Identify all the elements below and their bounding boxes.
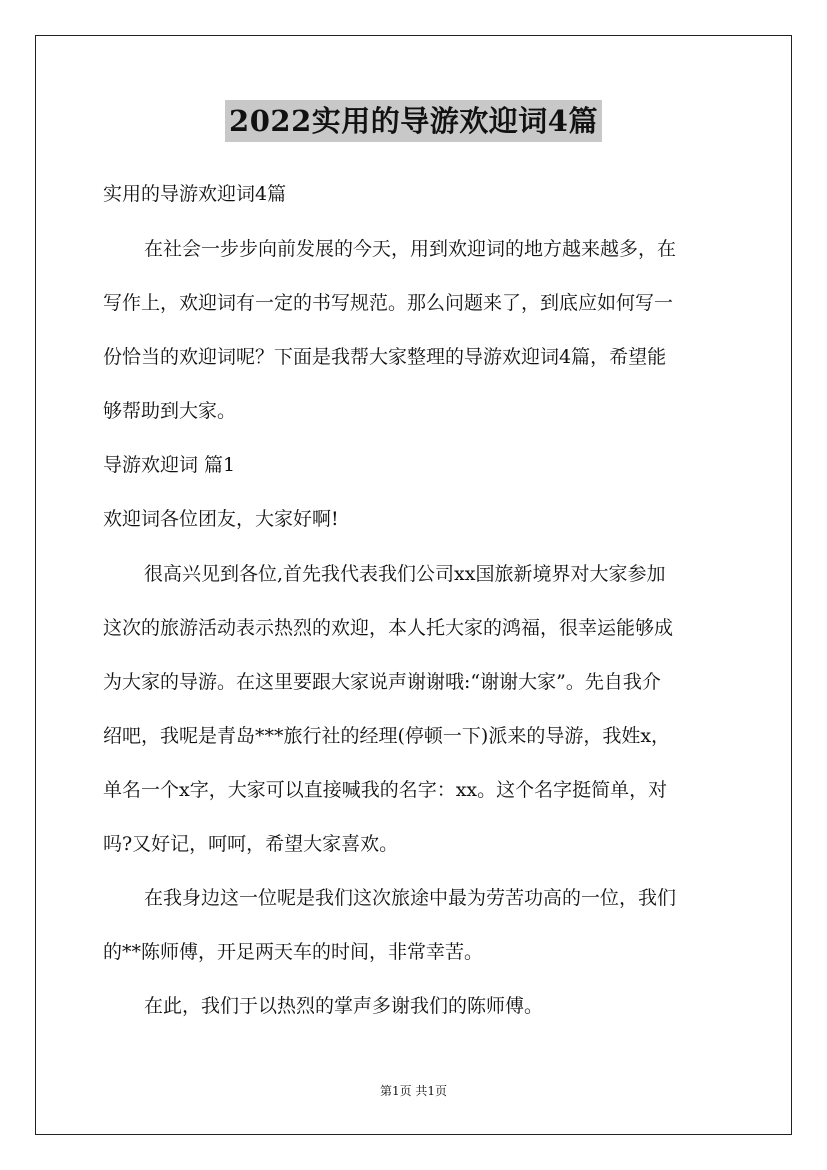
paragraph-line: 吗?又好记，呵呵，希望大家喜欢。: [103, 833, 399, 855]
section-heading: 导游欢迎词 篇1: [103, 454, 236, 476]
paragraph-line: 为大家的导游。在这里要跟大家说声谢谢哦:“谢谢大家”。先自我介: [103, 671, 661, 693]
intro-line: 份恰当的欢迎词呢？下面是我帮大家整理的导游欢迎词4篇，希望能: [103, 346, 667, 368]
paragraph-line: 的**陈师傅，开足两天车的时间，非常幸苦。: [103, 941, 484, 963]
paragraph-line: 绍吧，我呢是青岛***旅行社的经理(停顿一下)派来的导游，我姓x，: [103, 725, 671, 747]
document-title: 2022实用的导游欢迎词4篇: [225, 100, 602, 142]
paragraph-line: 在我身边这一位呢是我们这次旅途中最为劳苦功高的一位，我们: [144, 887, 677, 909]
intro-line: 写作上，欢迎词有一定的书写规范。那么问题来了，到底应如何写一: [103, 292, 674, 314]
title-container: [0, 100, 827, 142]
intro-line: 够帮助到大家。: [103, 400, 237, 422]
document-subtitle: 实用的导游欢迎词4篇: [103, 183, 287, 205]
greeting-line: 欢迎词各位团友，大家好啊!: [103, 508, 339, 530]
paragraph-line: 很高兴见到各位,首先我代表我们公司xx国旅新境界对大家参加: [144, 563, 666, 585]
intro-line: 在社会一步步向前发展的今天，用到欢迎词的地方越来越多，在: [144, 238, 677, 260]
paragraph-line: 单名一个x字，大家可以直接喊我的名字：xx。这个名字挺简单，对: [103, 779, 668, 801]
paragraph-line: 在此，我们于以热烈的掌声多谢我们的陈师傅。: [144, 995, 544, 1017]
page-footer: 第1页 共1页: [379, 1084, 448, 1098]
paragraph-line: 这次的旅游活动表示热烈的欢迎，本人托大家的鸿福，很幸运能够成: [103, 617, 674, 639]
